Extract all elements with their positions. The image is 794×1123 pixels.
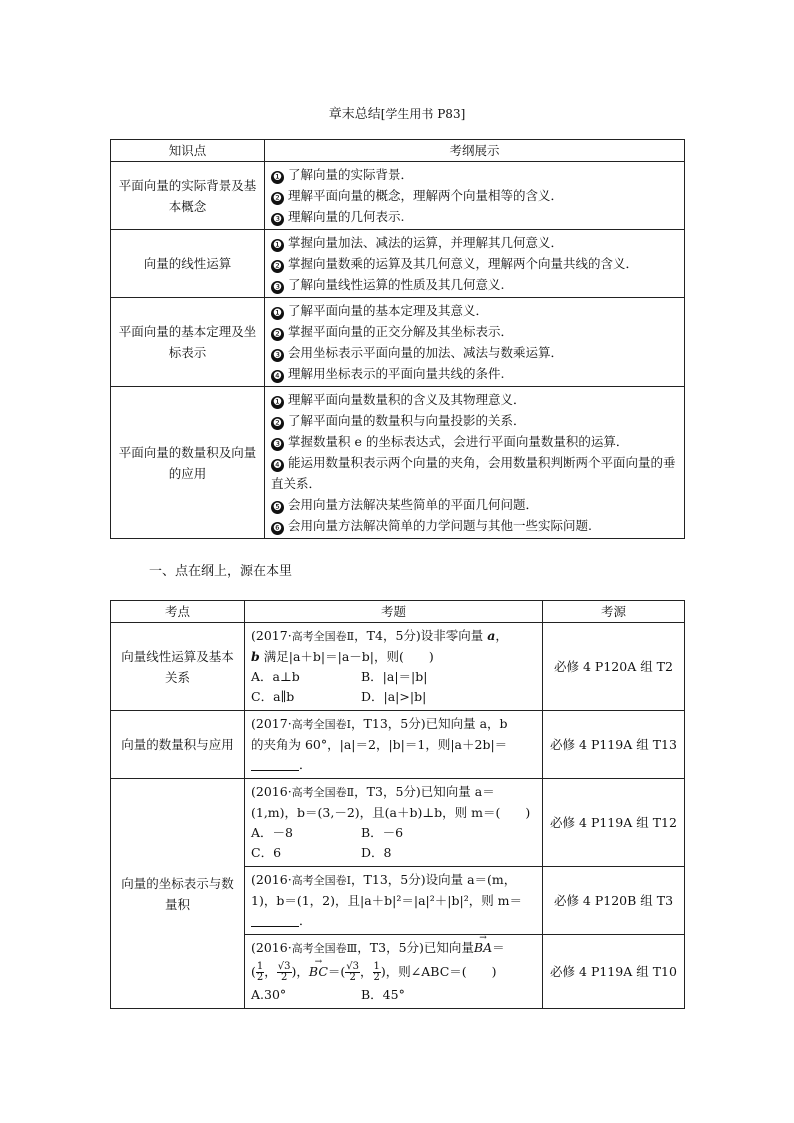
topic-cell — [111, 162, 265, 230]
q-tag: ，T4，5分) — [354, 628, 421, 643]
points-cell — [265, 387, 685, 539]
q-year: (2017· — [251, 716, 292, 731]
number-marker: ❸ — [271, 438, 284, 451]
point-item — [271, 431, 678, 452]
point-text: 掌握向量加法、减法的运算，并理解其几何意义． — [288, 235, 564, 250]
table-header-row — [111, 601, 685, 623]
point-text: 了解平面向量的数量积与向量投影的关系． — [288, 413, 526, 428]
option-b: B．|a|＝|b| — [361, 669, 428, 684]
title-text: 章末总结 — [328, 107, 381, 122]
denominator: 2 — [349, 972, 356, 983]
number-marker: ❶ — [271, 307, 284, 320]
point-item — [271, 321, 678, 342]
section-title: 一、点在纲上，源在本里 — [149, 564, 293, 579]
q-year: (2016· — [251, 872, 292, 887]
q-stem: 设非零向量 — [420, 628, 484, 643]
q-tag: ，T3，5分) — [357, 940, 424, 955]
question-stem — [251, 782, 536, 803]
fraction — [256, 962, 264, 983]
topic-cell — [111, 298, 265, 387]
option-c: C．a∥b — [251, 689, 295, 704]
fraction — [277, 962, 292, 983]
point-text: 会用向量方法解决某些简单的平面几何问题． — [288, 497, 539, 512]
q-line: (1,m)，b＝(3,－2)，且(a＋b)⊥b，则 m＝( ) — [251, 805, 531, 820]
point-text: 会用向量方法解决简单的力学问题与其他一些实际问题. — [288, 518, 592, 533]
point-item — [271, 185, 678, 206]
q-exam: 高考全国卷Ⅱ — [291, 630, 355, 643]
topic-text: 平面向量的实际背景及基本概念 — [118, 177, 257, 214]
q-line: 的夹角为 60°，|a|＝2，|b|＝1，则|a＋2b|＝ — [251, 737, 508, 752]
table-row — [111, 623, 685, 711]
point-item — [271, 363, 678, 384]
fraction — [345, 962, 360, 983]
question-formula: ( $\frac{1}{2}$ ， $\frac{√3}{2}$ )，→ BC＝( $\frac{√3}{2}$ ， $\frac{1}{2}$ )，则∠ABC＝( ) — [251, 959, 536, 985]
vector-ba: → BA — [474, 938, 492, 958]
q-exam: 高考全国卷Ⅲ — [291, 942, 358, 955]
q-tag: ，T13，5分) — [351, 716, 426, 731]
q-stem: 已知向量 a＝ — [420, 784, 495, 799]
answer-blank-line: ． — [251, 755, 536, 775]
number-marker: ❸ — [271, 349, 284, 362]
vector-bc: → BC — [309, 959, 328, 985]
table-row — [111, 162, 685, 230]
topic-cell — [111, 230, 265, 298]
question-line — [251, 891, 536, 911]
option-d: D．|a|>|b| — [361, 689, 427, 704]
options-row — [251, 823, 536, 843]
point-text: 理解向量的几何表示. — [288, 209, 405, 224]
table-row — [111, 387, 685, 539]
topic-text: 向量的线性运算 — [143, 256, 232, 271]
answer-blank — [251, 758, 299, 771]
number-marker: ❶ — [271, 396, 284, 409]
q-line: 1)，b＝(1，2)，且|a＋b|²＝|a|²＋|b|²，则 m＝ — [251, 893, 523, 908]
options-row — [251, 687, 536, 707]
number-marker: ❹ — [271, 459, 284, 472]
question-condition: b 满足|a＋b|＝|a－b|，则( ) — [251, 649, 434, 664]
options-row — [251, 843, 536, 863]
question-cell — [245, 711, 543, 779]
option-b: B．45° — [361, 987, 405, 1002]
option-a: A．－8 — [251, 825, 293, 840]
point-text: 了解向量的实际背景． — [288, 167, 414, 182]
syllabus-table — [110, 139, 685, 539]
point-text: 理解平面向量数量积的含义及其物理意义． — [288, 392, 526, 407]
question-line — [251, 735, 536, 755]
table-header-row — [111, 140, 685, 162]
point-text: 了解向量线性运算的性质及其几何意义. — [288, 277, 505, 292]
point-text: 掌握向量数乘的运算及其几何意义，理解两个向量共线的含义． — [288, 256, 639, 271]
number-marker: ❷ — [271, 192, 284, 205]
point-item — [271, 494, 678, 515]
point-item — [271, 253, 678, 274]
header-topic: 知识点 — [111, 140, 265, 162]
q-cond: 满足|a＋b|＝|a－b|，则( ) — [263, 649, 434, 664]
question-line — [251, 803, 536, 823]
fraction — [373, 962, 381, 983]
question-stem: (2017·高考全国卷Ⅱ，T4，5分)设非零向量 a， — [251, 628, 508, 643]
exam-table — [110, 600, 685, 1009]
number-marker: ❷ — [271, 260, 284, 273]
point-text: 理解平面向量的概念，理解两个向量相等的含义． — [288, 188, 564, 203]
answer-blank — [251, 914, 299, 927]
source-cell: 必修 4 P120A 组 T2 — [543, 623, 685, 711]
table-row — [111, 779, 685, 867]
page-title — [0, 103, 794, 122]
q-tag: ，T3，5分) — [354, 784, 421, 799]
numerator: 1 — [256, 961, 264, 972]
point-item — [271, 410, 678, 431]
points-cell — [265, 230, 685, 298]
denominator: 2 — [373, 972, 380, 983]
options-row — [251, 985, 536, 1005]
point-item — [271, 515, 678, 536]
question-cell — [245, 867, 543, 935]
q-stem: 已知向量 a，b — [425, 716, 508, 731]
option-a: A.30° — [251, 987, 287, 1002]
option-a: A．a⊥b — [251, 669, 300, 684]
exam-point-cell: 向量的坐标表示与数量积 — [111, 779, 245, 1009]
options-row — [251, 667, 536, 687]
point-text: 会用坐标表示平面向量的加法、减法与数乘运算． — [288, 345, 564, 360]
point-item — [271, 342, 678, 363]
question-stem — [251, 870, 536, 891]
table-row — [111, 711, 685, 779]
point-item — [271, 452, 678, 494]
q-exam: 高考全国卷Ⅱ — [291, 786, 355, 799]
point-item — [271, 164, 678, 185]
point-text: 了解平面向量的基本定理及其意义． — [288, 303, 489, 318]
header-source: 考源 — [543, 601, 685, 623]
source-cell: 必修 4 P119A 组 T12 — [543, 779, 685, 867]
option-c: C．6 — [251, 845, 282, 860]
point-item — [271, 389, 678, 410]
q-stem: 已知向量 — [423, 940, 474, 955]
q-stem: 设向量 a＝(m， — [425, 872, 517, 887]
q-tail: ，则∠ABC＝( ) — [385, 964, 497, 979]
title-ref: [学生用书 P83] — [380, 107, 466, 121]
denominator: 2 — [256, 972, 264, 983]
question-cell — [245, 935, 543, 1009]
exam-point-cell: 向量的数量积与应用 — [111, 711, 245, 779]
point-text: 能运用数量积表示两个向量的夹角，会用数量积判断两个平面向量的垂直关系． — [271, 455, 676, 491]
point-item — [271, 300, 678, 321]
question-stem: (2016·高考全国卷Ⅲ，T3，5分)已知向量→ BA＝ — [251, 938, 536, 959]
option-b: B．－6 — [361, 825, 404, 840]
numerator: √3 — [346, 961, 360, 972]
number-marker: ❶ — [271, 171, 284, 184]
denominator: 2 — [280, 972, 288, 983]
numerator: 1 — [373, 961, 380, 972]
header-exam-point: 考点 — [111, 601, 245, 623]
question-cell — [245, 779, 543, 867]
q-exam: 高考全国卷Ⅰ — [291, 874, 352, 887]
exam-point-cell: 向量线性运算及基本关系 — [111, 623, 245, 711]
number-marker: ❸ — [271, 281, 284, 294]
number-marker: ❸ — [271, 213, 284, 226]
point-item — [271, 232, 678, 253]
number-marker: ❶ — [271, 239, 284, 252]
point-text: 理解用坐标表示的平面向量共线的条件. — [288, 366, 505, 381]
point-item — [271, 274, 678, 295]
points-cell — [265, 162, 685, 230]
number-marker: ❷ — [271, 328, 284, 341]
answer-blank-line: ． — [251, 911, 536, 931]
topic-text: 平面向量的数量积及向量的应用 — [118, 444, 257, 481]
number-marker: ❺ — [271, 501, 284, 514]
numerator: √3 — [277, 961, 291, 972]
topic-cell — [111, 387, 265, 539]
table-row — [111, 298, 685, 387]
point-text: 掌握平面向量的正交分解及其坐标表示． — [288, 324, 514, 339]
option-d: D．8 — [361, 845, 392, 860]
point-item — [271, 206, 678, 227]
number-marker: ❷ — [271, 417, 284, 430]
topic-text: 平面向量的基本定理及坐标表示 — [118, 324, 257, 360]
question-stem — [251, 714, 536, 735]
table-row — [111, 230, 685, 298]
question-cell — [245, 623, 543, 711]
header-question: 考题 — [245, 601, 543, 623]
number-marker: ❻ — [271, 522, 284, 535]
source-cell: 必修 4 P119A 组 T13 — [543, 711, 685, 779]
number-marker: ❹ — [271, 370, 284, 383]
source-cell: 必修 4 P120B 组 T3 — [543, 867, 685, 935]
q-year: (2016· — [251, 940, 292, 955]
q-year: (2017· — [251, 628, 292, 643]
header-requirements: 考纲展示 — [265, 140, 685, 162]
point-text: 掌握数量积 e 的坐标表达式，会进行平面向量数量积的运算． — [288, 434, 629, 449]
q-year: (2016· — [251, 784, 292, 799]
points-cell — [265, 298, 685, 387]
source-cell: 必修 4 P119A 组 T10 — [543, 935, 685, 1009]
q-tag: ，T13，5分) — [351, 872, 426, 887]
q-exam: 高考全国卷Ⅰ — [291, 718, 352, 731]
